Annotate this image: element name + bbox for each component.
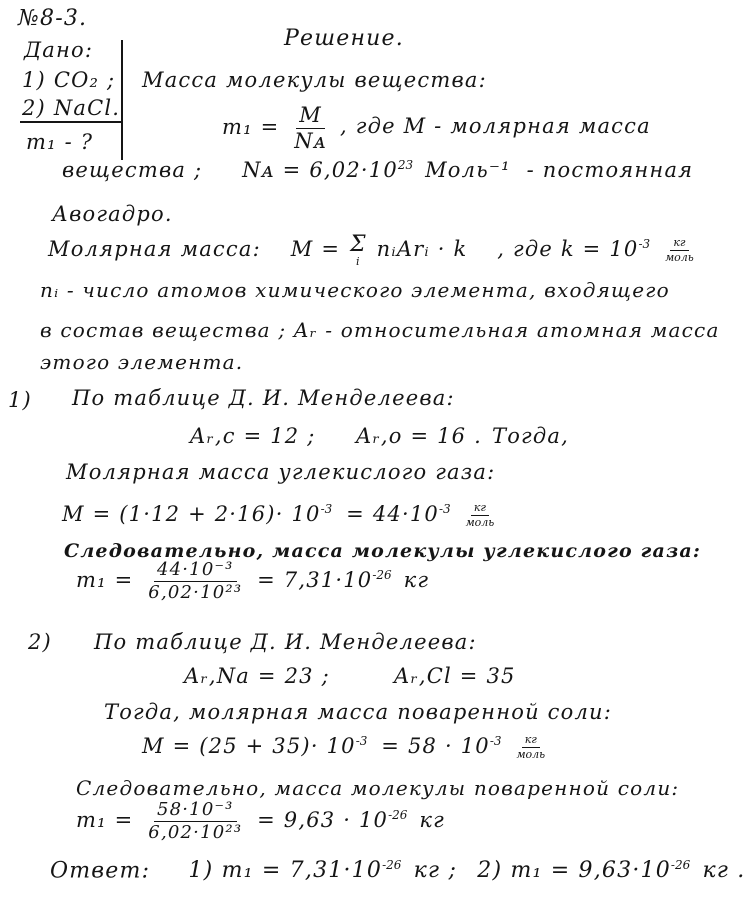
line-element: этого элемента. [40,350,244,374]
part2-molar-mass-calc [142,734,552,761]
part1-mm-exp2: -3 [438,502,451,517]
fraction-numerator-M: M [296,104,325,129]
given-label: Дано: [24,38,94,62]
part1-table-ref: По таблице Д. И. Менделеева: [72,386,455,410]
sigma-glyph: Σ [350,232,367,257]
part1-molar-mass-calc [62,502,501,529]
k-unit-num: кг [670,237,688,251]
part1-mm-exp: -3 [320,502,333,517]
answer-1-exp: -26 [382,858,402,872]
answer-1: 1) m₁ = 7,31·10 [188,858,383,884]
answer-1-unit: кг ; [413,858,458,884]
where-k: , где k = 10 [497,237,639,261]
fraction-denominator-NA: Nᴀ [294,129,327,154]
formula-m1 [222,104,334,153]
part2-result-value: = 9,63 · 10 [257,807,389,832]
part2-then: Тогда, молярная масса поваренной соли: [104,700,613,724]
part2-mm-unit-den: моль [516,748,546,762]
part1-fraction-num: 44·10⁻³ [154,560,237,582]
given-divider [20,121,122,123]
part1-mm-unit-den: моль [465,516,495,530]
k-unit-fraction [662,237,697,264]
answer-2-exp: -26 [670,858,691,872]
part1-fraction [145,560,245,603]
part2-mm-eq: M = (25 + 35)· 10 [142,734,356,759]
given-vertical-rule [121,40,123,160]
given-item-nacl: 2) NaCl. [22,96,121,120]
sigma-index: i [356,255,361,268]
part2-result-unit: кг [419,807,445,832]
sigma-symbol [350,234,367,267]
line-ni-definition: nᵢ - число атомов химического элемента, входящего [40,278,670,302]
part1-ar-o: Aᵣ,o = 16 . [356,424,482,448]
part2-fraction-num: 58·10⁻³ [154,800,237,822]
part2-m1: m₁ = [76,807,134,832]
part2-mm-exp: -3 [355,734,368,749]
answer-label: Ответ: [50,858,151,884]
part1-number: 1) [8,388,32,412]
avogadro-word: Авогадро. [52,202,173,226]
avogadro-exponent: 23 [397,158,414,172]
avogadro-unit: Моль⁻¹ [425,158,511,182]
part1-mm-unit [463,502,498,529]
k-unit-den: моль [665,251,694,264]
solution-title: Решение. [284,26,404,51]
part2-mm-exp2: -3 [489,734,502,749]
molar-mass-label: Молярная масса: [48,237,261,261]
part1-then: Тогда, [492,424,569,448]
part1-molar-mass-label: Молярная масса углекислого газа: [66,460,496,484]
part2-result [76,800,445,843]
part1-result-unit: кг [403,567,430,592]
part1-ar-c: Aᵣ,c = 12 ; [190,424,316,448]
part2-ar-cl: Aᵣ,Cl = 35 [394,664,516,688]
part1-mm-eq: M = (1·12 + 2·16)· 10 [62,502,321,527]
given-item-co2: 1) CO₂ ; [22,68,116,92]
part1-fraction-den: 6,02·10²³ [148,581,243,603]
answer-line [50,858,746,883]
part1-mm-unit-num: кг [471,502,489,516]
answer-2-unit: кг . [702,858,746,884]
part2-result-exp: -26 [388,807,408,822]
part2-consequently: Следовательно, масса молекулы поваренной соли: [76,776,680,800]
sum-term: nᵢArᵢ · k [376,237,468,261]
part1-result [76,560,429,603]
where-M-molar-mass: , где M - молярная масса [340,114,651,138]
substance-word: вещества ; [62,158,203,182]
part2-mm-eq2: = 58 · 10 [381,734,490,759]
part1-result-value: = 7,31·10 [257,567,373,592]
part1-result-exp: -26 [372,567,392,582]
line-composition: в состав вещества ; Aᵣ - относительная атомная масса [40,318,720,342]
answer-2: 2) m₁ = 9,63·10 [477,858,671,884]
molar-mass-eq: M = [290,237,341,261]
line-molar-mass-formula [48,234,701,267]
part2-ar-na: Aᵣ,Na = 23 ; [184,664,330,688]
part1-mm-eq2: = 44·10 [346,502,439,527]
line-substance [62,158,693,182]
part2-mm-unit [513,734,548,761]
k-exponent: -3 [638,237,651,251]
problem-number: №8-3. [18,6,88,31]
part2-number: 2) [28,630,52,654]
constant-word: - постоянная [526,158,694,182]
formula-m1-fraction [291,104,330,153]
part2-mm-unit-num: кг [522,734,540,748]
given-find: m₁ - ? [26,130,94,154]
mass-molecule-intro: Масса молекулы вещества: [142,68,487,92]
avogadro-value: Nᴀ = 6,02·10 [242,158,398,182]
part2-table-ref: По таблице Д. И. Менделеева: [94,630,477,654]
part1-m1: m₁ = [76,567,134,592]
part2-fraction [145,800,245,843]
formula-m1-label: m₁ = [222,115,280,140]
part1-consequently: Следовательно, масса молекулы углекислого газа: [64,540,702,562]
part2-fraction-den: 6,02·10²³ [148,821,243,843]
